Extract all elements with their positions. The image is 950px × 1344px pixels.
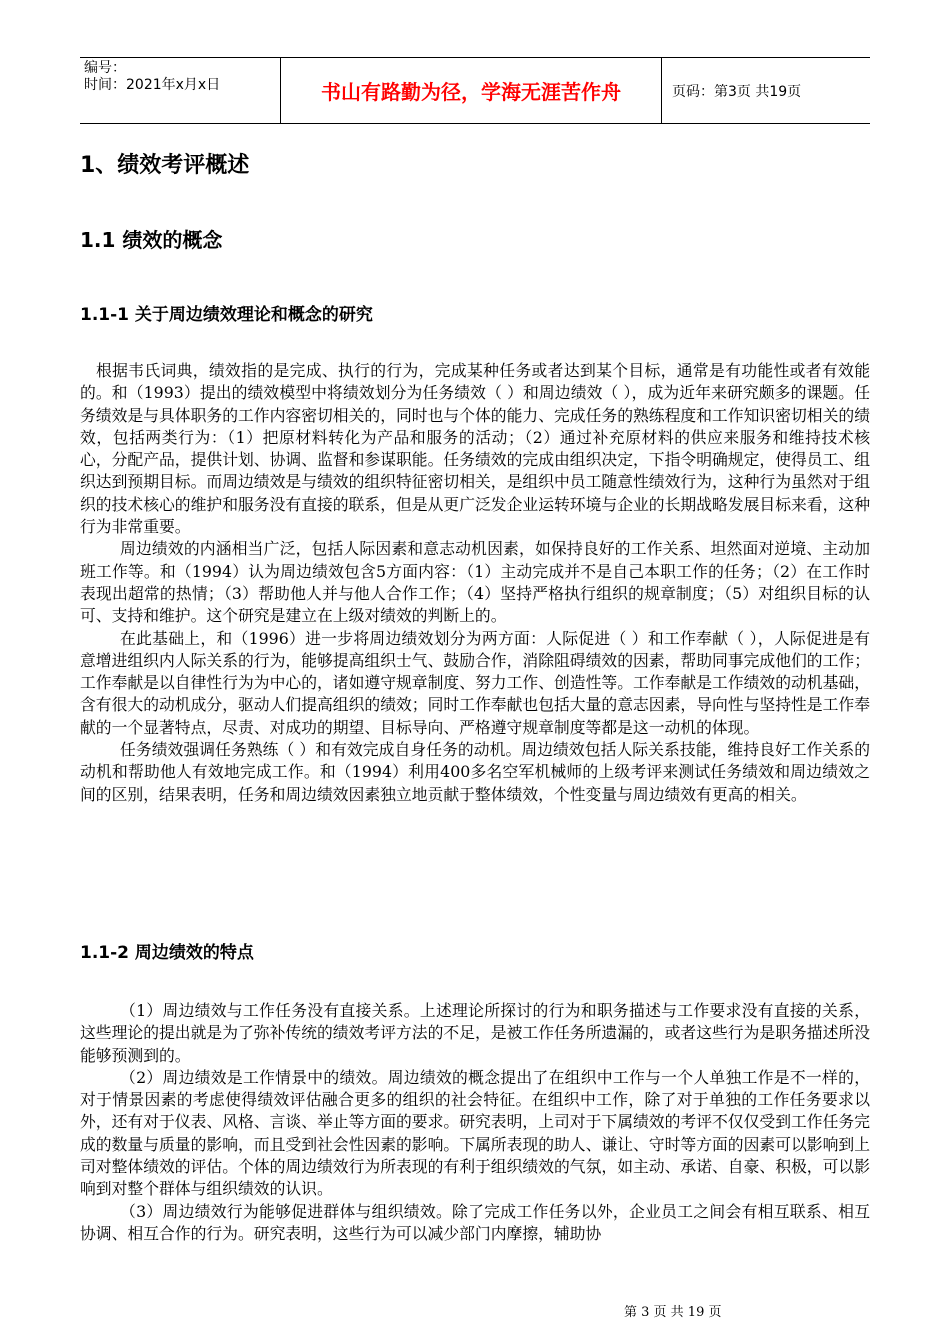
- paragraph: 周边绩效的内涵相当广泛，包括人际因素和意志动机因素，如保持良好的工作关系、坦然面对逆境、主动加班工作等。和（1994）认为周边绩效包含5方面内容：（1）主动完成并不是自己本职工作的任务；（2）在工作时表现出超常的热情；（3）帮助他人并与他人合作工作；（4）坚持严格执行组织的规章制度；（5）对组织目标的认可、支持和维护。这个研究是建立在上级对绩效的判断上的。: [80, 539, 870, 626]
- subsection-title-2: 1.1-2 周边绩效的特点: [80, 943, 254, 963]
- paragraph: 根据韦氏词典，绩效指的是完成、执行的行为，完成某种任务或者达到某个目标，通常是有功能性或者有效能的。和（1993）提出的绩效模型中将绩效划分为任务绩效（ ）和周边绩效（ ），成为近年来研究颇多的课题。任务绩效是与具体职务的工作内容密切相关的，同时也与个体的能力、完成任务的熟练程度和工作知识密切相关的绩效，包括两类行为：（1）把原材料转化为产品和服务的活动；（2）通过补充原材料的供应来服务和维持技术核心，分配产品，提供计划、协调、监督和参谋职能。任务绩效的完成由组织决定，下指令明确规定，使得员工、组织达到预期目标。而周边绩效是与绩效的组织特征密切相关，是组织中员工随意性绩效行为，这种行为虽然对于组织的技术核心的维护和服务没有直接的联系，但是从更广泛发企业运转环境与企业的长期战略发展目标来看，这种行为非常重要。: [80, 361, 870, 537]
- paragraph: （2）周边绩效是工作情景中的绩效。周边绩效的概念提出了在组织中工作与一个人单独工作是不一样的，对于情景因素的考虑使得绩效评估融合更多的组织的社会特征。在组织中工作，除了对于单独的工作任务要求以外，还有对于仪表、风格、言谈、举止等方面的要求。研究表明，上司对于下属绩效的考评不仅仅受到工作任务完成的数量与质量的影响，而且受到社会性因素的影响。下属所表现的助人、谦让、守时等方面的因素可以影响到上司对整体绩效的评估。个体的周边绩效行为所表现的有利于组织绩效的气氛，如主动、承诺、自豪、积极，可以影响到对整个群体与组织绩效的认识。: [80, 1067, 870, 1199]
- chapter-title: 1、绩效考评概述: [80, 153, 250, 178]
- document-number: 编号：: [84, 60, 126, 76]
- subsection-title-1: 1.1-1 关于周边绩效理论和概念的研究: [80, 305, 373, 325]
- subsection-2-body: [80, 1000, 870, 1245]
- header-page-code: 页码：第3页 共19页: [672, 83, 802, 100]
- paragraph: （3）周边绩效行为能够促进群体与组织绩效。除了完成工作任务以外，企业员工之间会有相互联系、相互协调、相互合作的行为。研究表明，这些行为可以减少部门内摩擦，辅助协: [80, 1201, 870, 1243]
- paragraph: 在此基础上，和（1996）进一步将周边绩效划分为两方面：人际促进（ ）和工作奉献（ ），人际促进是有意增进组织内人际关系的行为，能够提高组织士气、鼓励合作，消除阻碍绩效的因素，帮助同事完成他们的工作；工作奉献是以自律性行为为中心的，诸如遵守规章制度、努力工作、创造性等。工作奉献是工作绩效的动机基础，含有很大的动机成分，驱动人们提高组织的绩效；同时工作奉献也包括大量的意志因素，导向性与坚持性是工作奉献的一个显著特点，尽责、对成功的期望、目标导向、严格遵守规章制度等都是这一动机的体现。: [80, 628, 870, 737]
- paragraph: （1）周边绩效与工作任务没有直接关系。上述理论所探讨的行为和职务描述与工作要求没有直接的关系，这些理论的提出就是为了弥补传统的绩效考评方法的不足，是被工作任务所遗漏的，或者这些行为是职务描述所没能够预测到的。: [80, 1001, 870, 1065]
- paragraph: 任务绩效强调任务熟练（ ）和有效完成自身任务的动机。周边绩效包括人际关系技能，维持良好工作关系的动机和帮助他人有效地完成工作。和（1994）利用400多名空军机械师的上级考评来测试任务绩效和周边绩效之间的区别，结果表明，任务和周边绩效因素独立地贡献于整体绩效，个性变量与周边绩效有更高的相关。: [80, 740, 870, 804]
- section-title: 1.1 绩效的概念: [80, 228, 223, 252]
- subsection-1-body: [80, 360, 870, 806]
- page-footer: 第 3 页 共 19 页: [624, 1305, 722, 1320]
- page-header: [80, 57, 870, 124]
- document-date: 时间：2021年x月x日: [84, 77, 221, 93]
- header-motto: 书山有路勤为径，学海无涯苦作舟: [280, 58, 662, 123]
- header-meta: [80, 58, 280, 123]
